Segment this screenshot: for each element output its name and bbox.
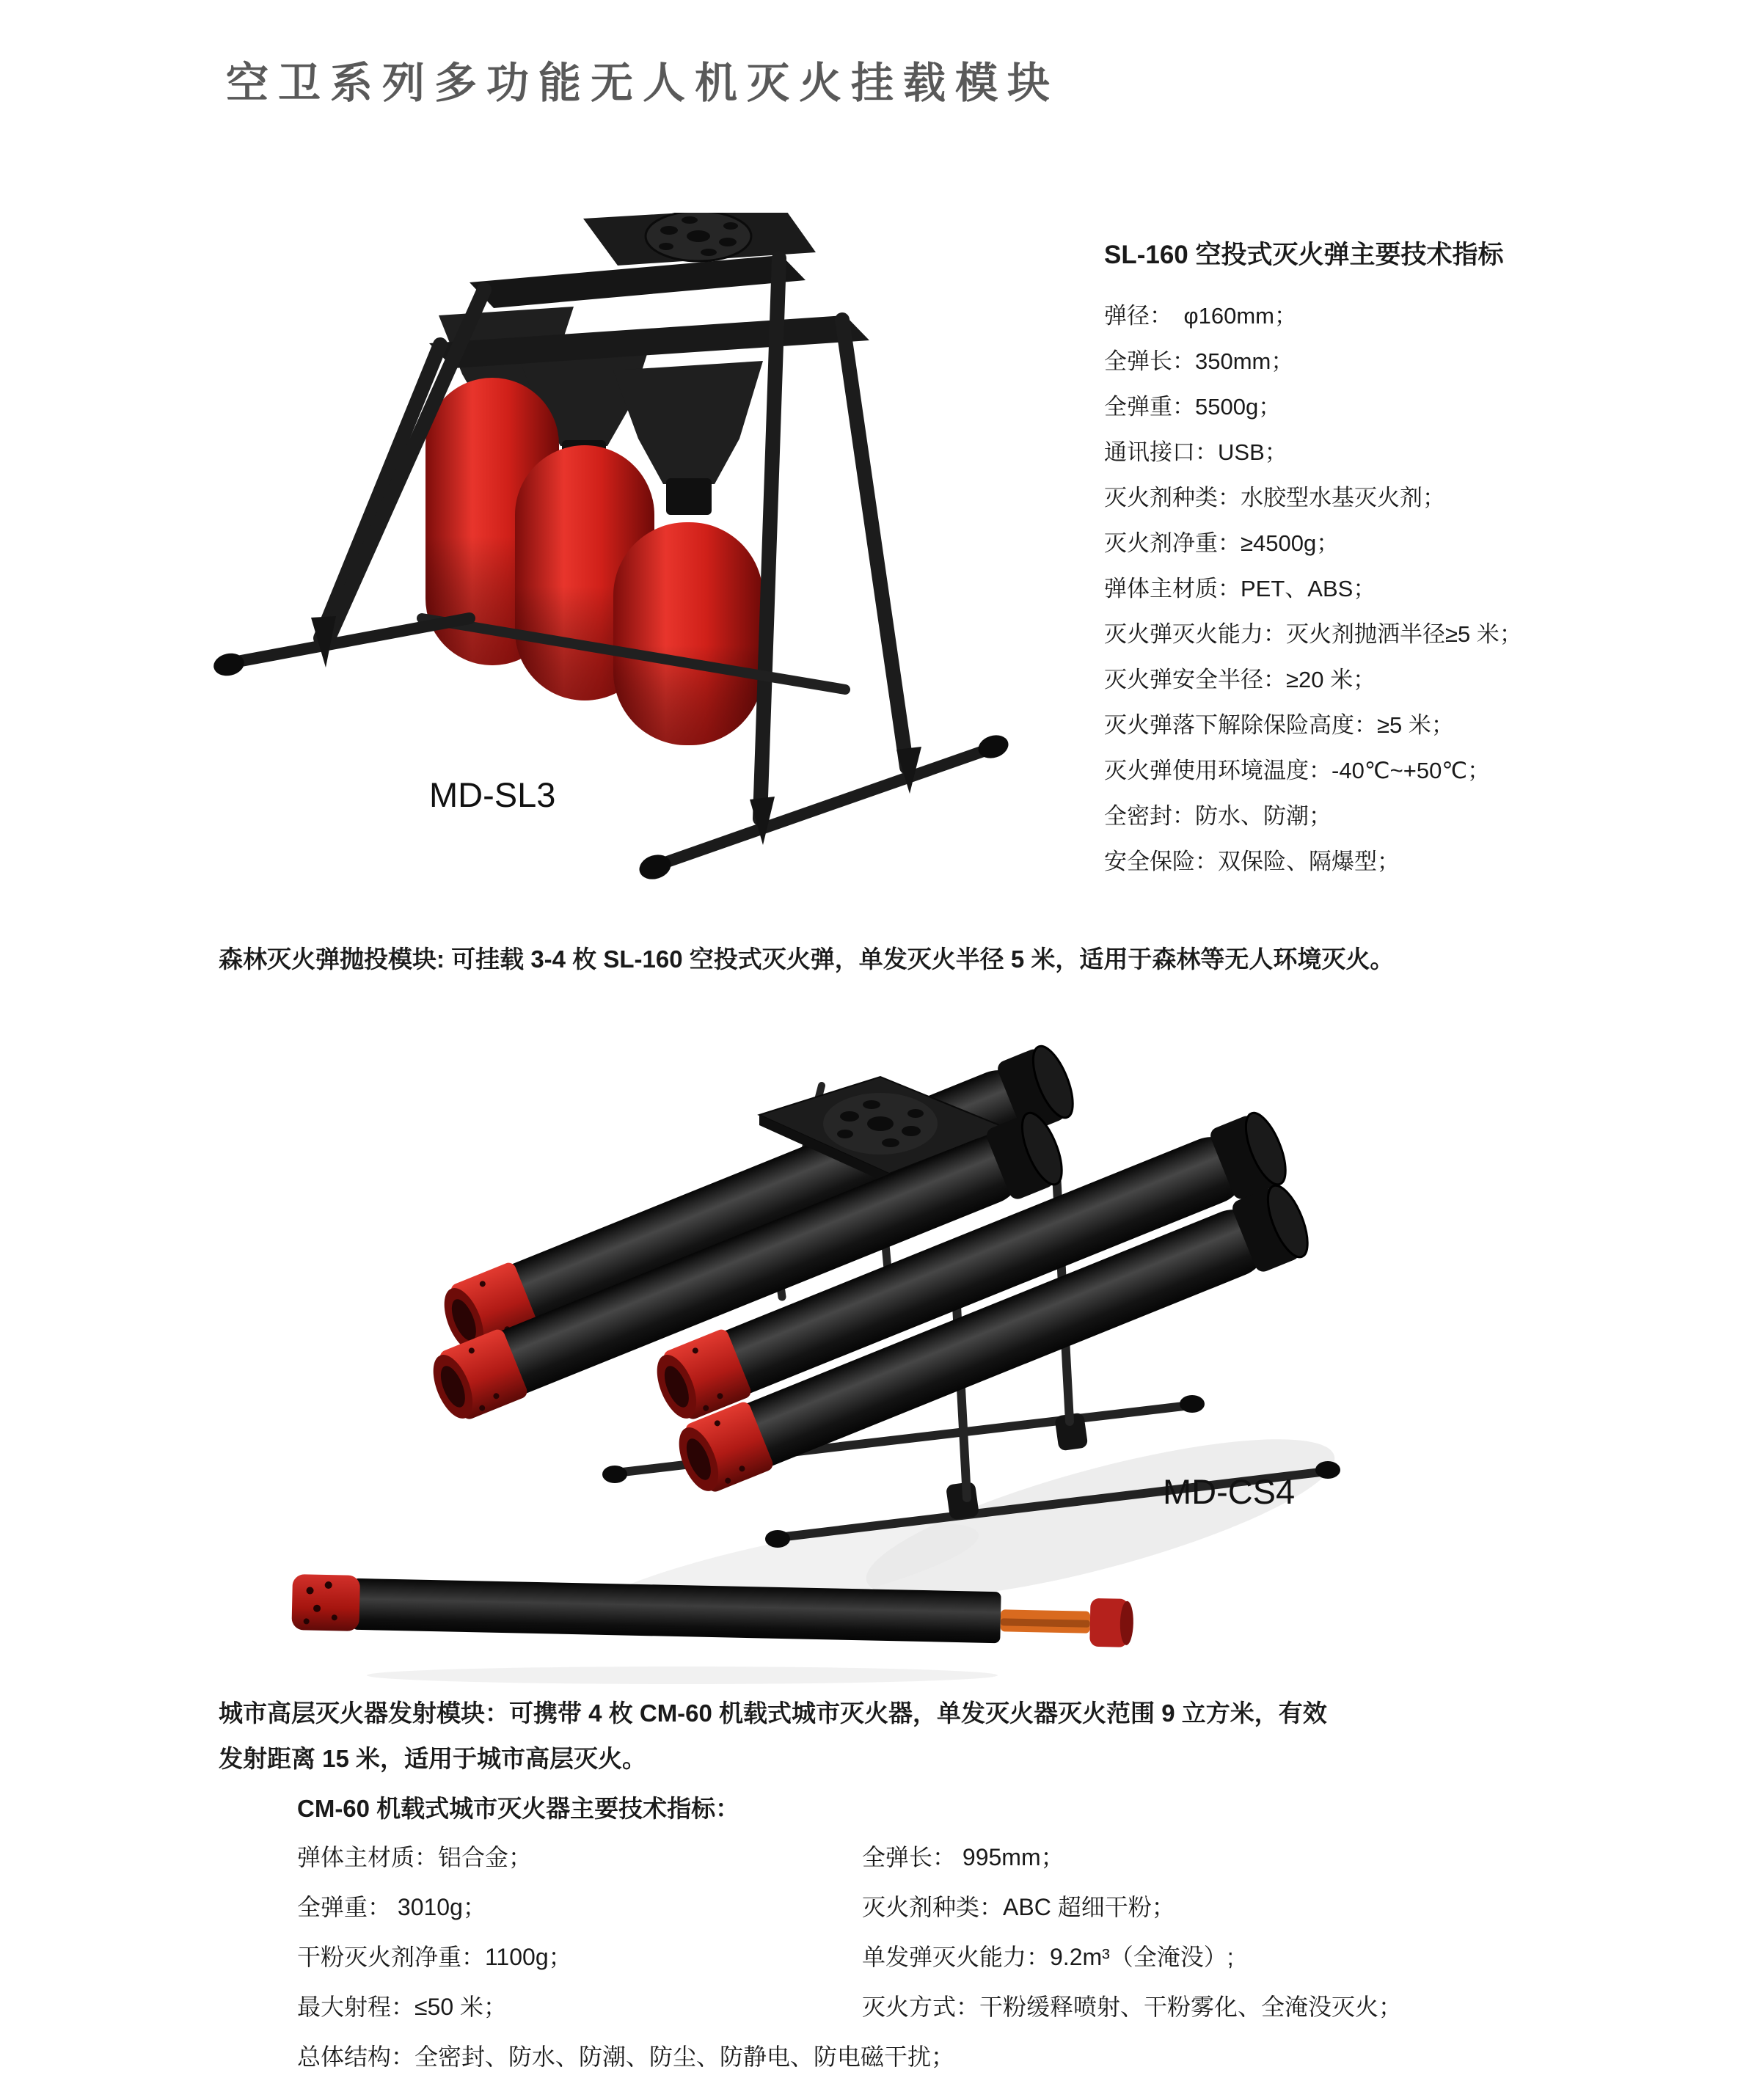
spec-item: 灭火剂种类：水胶型水基灭火剂； [1104, 485, 1445, 511]
spec-item: 灭火剂净重：≥4500g； [1104, 530, 1340, 556]
sl160-spec-list [1104, 293, 1522, 885]
spec-item: 弹体主材质：PET、ABS； [1104, 576, 1376, 601]
spec-item: 全弹长： 995mm； [862, 1844, 1064, 1870]
md-cs4-render [249, 1020, 1365, 1614]
cm60-spec-right-column [862, 1832, 1402, 2032]
shadow [367, 1667, 998, 1684]
model-label-md-sl3: MD-SL3 [429, 775, 556, 814]
spec-item: 最大射程：≤50 米； [297, 1994, 508, 2020]
spec-item: 灭火弹灭火能力：灭火剂抛洒半径≥5 米； [1104, 621, 1522, 647]
sl160-spec-heading: SL-160 空投式灭火弹主要技术指标 [1104, 241, 1504, 269]
spec-item: 通讯接口：USB； [1104, 439, 1287, 465]
spec-item: 灭火剂种类：ABC 超细干粉； [862, 1894, 1175, 1920]
fan-hub [687, 230, 710, 242]
city-module-note-line2: 发射距离 15 米，适用于城市高层灭火。 [219, 1745, 647, 1772]
spec-item: 全弹重：5500g； [1104, 394, 1282, 420]
single-extinguisher-render [264, 1562, 1174, 1687]
spec-item: 干粉灭火剂净重：1100g； [297, 1944, 572, 1970]
model-label-md-cs4: MD-CS4 [1163, 1472, 1296, 1511]
spec-item: 总体结构：全密封、防水、防潮、防尘、防静电、防电磁干扰； [297, 2044, 955, 2070]
spec-item: 弹径： φ160mm； [1104, 303, 1297, 329]
spec-item: 灭火方式：干粉缓释喷射、干粉雾化、全淹没灭火； [862, 1994, 1403, 2020]
extinguisher-bottle-right [613, 522, 763, 745]
spec-item: 灭火弹落下解除保险高度：≥5 米； [1104, 712, 1454, 738]
md-sl3-render [176, 213, 1042, 946]
cm60-tube [291, 1574, 1133, 1647]
cm60-spec-heading: CM-60 机载式城市灭火器主要技术指标： [297, 1795, 740, 1822]
cm60-spec-left-column [297, 1832, 954, 2082]
page-title: 空卫系列多功能无人机灭火挂载模块 [226, 59, 1060, 107]
spec-item: 全弹重： 3010g； [297, 1894, 486, 1920]
city-module-note-line1: 城市高层灭火器发射模块：可携带 4 枚 CM-60 机载式城市灭火器，单发灭火器灭火范围 9 立方米，有效 [219, 1700, 1327, 1727]
spec-item: 弹体主材质：铝合金； [297, 1844, 533, 1870]
spec-item: 全密封：防水、防潮； [1104, 803, 1332, 829]
right-skid [636, 731, 1011, 883]
spec-item: 灭火弹安全半径：≥20 米； [1104, 667, 1376, 692]
spec-item: 灭火弹使用环境温度：-40℃~+50℃； [1104, 758, 1491, 783]
spec-item: 全弹长：350mm； [1104, 348, 1294, 374]
spec-item: 单发弹灭火能力：9.2m³（全淹没）; [862, 1944, 1234, 1970]
spec-item: 安全保险：双保险、隔爆型； [1104, 849, 1400, 874]
forest-module-note: 森林灭火弹抛投模块: 可挂载 3-4 枚 SL-160 空投式灭火弹，单发灭火半径 5 米，适用于森林等无人环境灭火。 [219, 945, 1395, 973]
